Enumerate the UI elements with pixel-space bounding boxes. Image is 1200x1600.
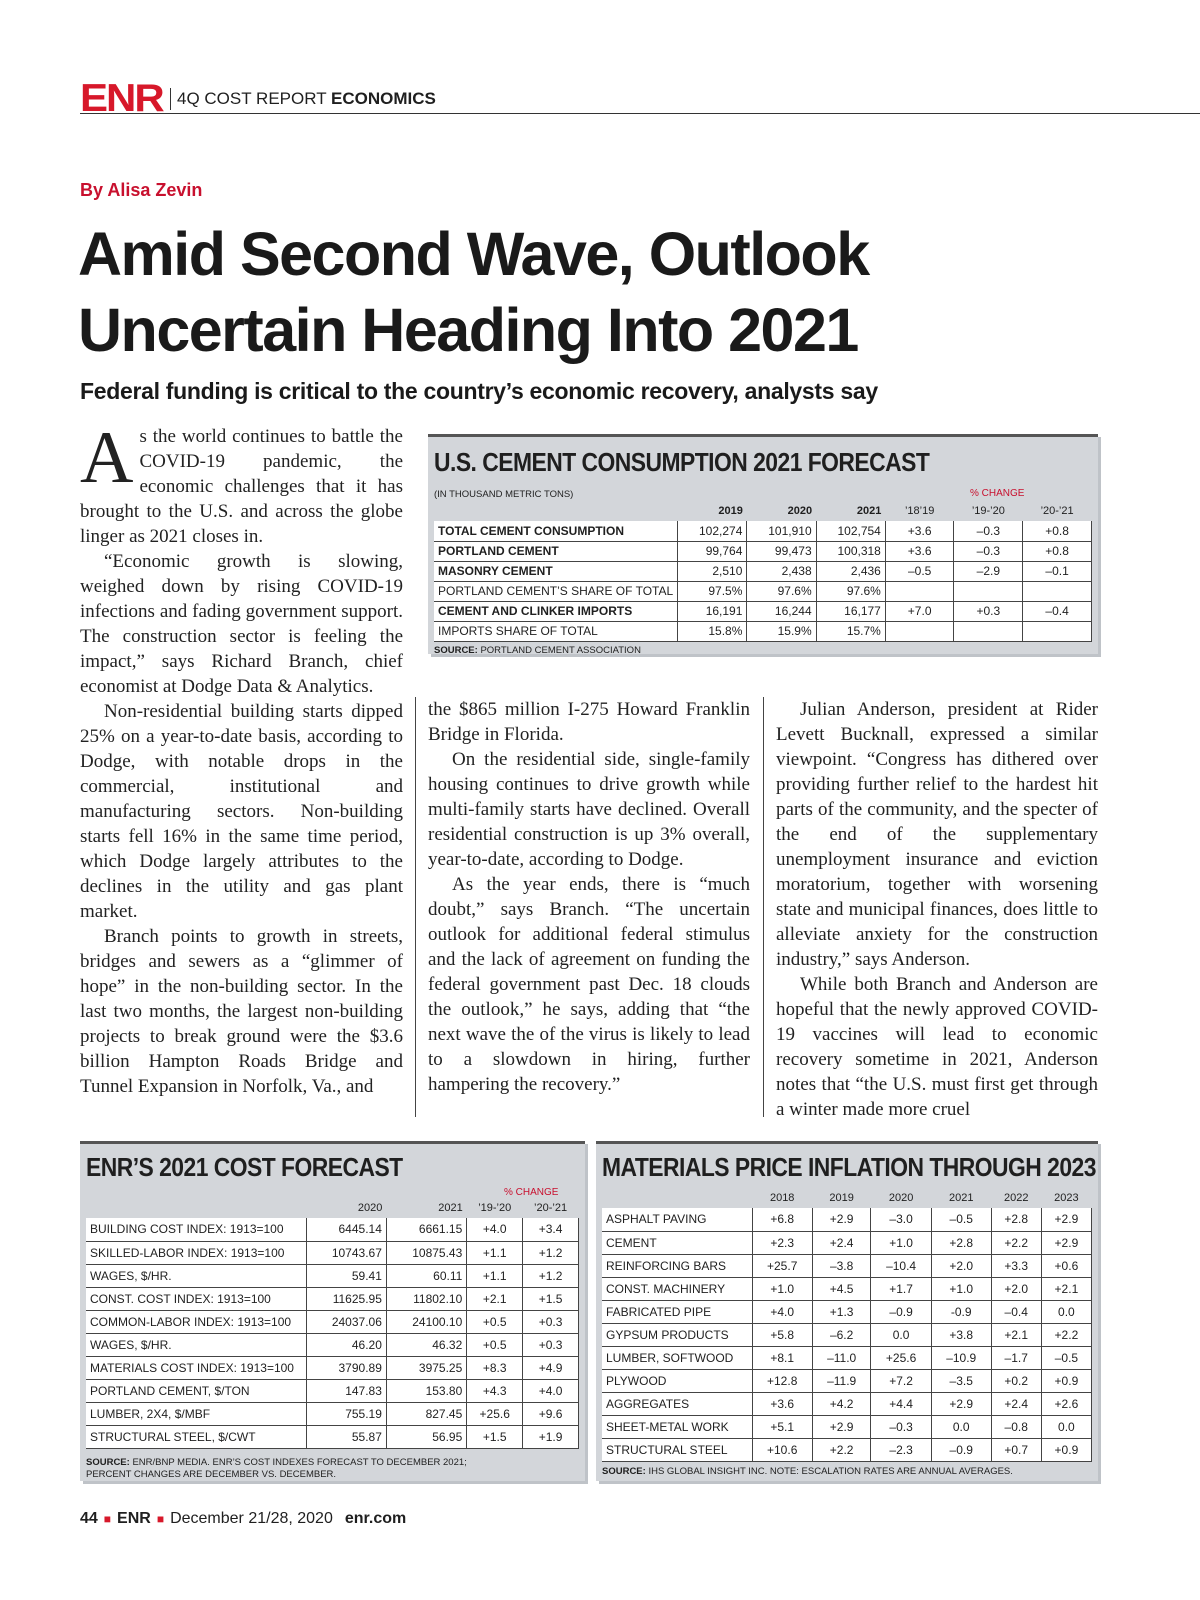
table-cell: +0.5 xyxy=(467,1310,523,1333)
column-header: ’20-’21 xyxy=(1023,501,1092,521)
table-cell: 102,274 xyxy=(678,521,747,541)
table-units: (IN THOUSAND METRIC TONS) xyxy=(434,489,574,500)
table-cell: +5.1 xyxy=(752,1415,812,1438)
table-cell: +1.2 xyxy=(523,1264,579,1287)
table-cell: 55.87 xyxy=(306,1425,386,1448)
table-cell: +4.3 xyxy=(467,1379,523,1402)
table-cell: –0.3 xyxy=(871,1415,931,1438)
header-cell-empty xyxy=(86,1198,306,1218)
paragraph: “Economic growth is slowing, weighed down by rising COVID-19 infections and fading government support. The construction sector is feeling the impact,” says Richard Branch, chief economist at Dodge Data & Analytics. xyxy=(80,551,403,697)
column-rule xyxy=(763,697,764,1117)
row-label: BUILDING COST INDEX: 1913=100 xyxy=(86,1218,306,1241)
table-cell: +1.9 xyxy=(523,1425,579,1448)
row-label: CONST. MACHINERY xyxy=(602,1277,752,1300)
table-cell: +0.8 xyxy=(1023,541,1092,561)
row-label: COMMON-LABOR INDEX: 1913=100 xyxy=(86,1310,306,1333)
column-header: 2019 xyxy=(812,1188,871,1208)
column-header: 2020 xyxy=(747,501,816,521)
table-cell: 0.0 xyxy=(931,1415,991,1438)
table-cell: –0.5 xyxy=(931,1208,991,1231)
table-cell: +2.0 xyxy=(991,1277,1041,1300)
paragraph: the $865 million I-275 Howard Franklin Bridge in Florida. xyxy=(428,699,750,745)
table-title: MATERIALS PRICE INFLATION THROUGH 2023 xyxy=(602,1152,1096,1182)
table-cell: +7.2 xyxy=(871,1369,931,1392)
row-label: LUMBER, SOFTWOOD xyxy=(602,1346,752,1369)
row-label: PORTLAND CEMENT, $/TON xyxy=(86,1379,306,1402)
table-cell: 0.0 xyxy=(1041,1300,1091,1323)
table-cell: –3.8 xyxy=(812,1254,871,1277)
table-cell: +6.8 xyxy=(752,1208,812,1231)
table-cell: 11625.95 xyxy=(306,1287,386,1310)
table-cell: +3.6 xyxy=(752,1392,812,1415)
table-cell: +0.2 xyxy=(991,1369,1041,1392)
table-row xyxy=(602,1208,1092,1231)
separator-square: ■ xyxy=(156,1512,165,1526)
table-cell: 755.19 xyxy=(306,1402,386,1425)
table-cell: +1.0 xyxy=(871,1231,931,1254)
table-row xyxy=(86,1333,579,1356)
section-bold: ECONOMICS xyxy=(331,89,436,108)
table-cell: +0.6 xyxy=(1041,1254,1091,1277)
table-cell: –10.9 xyxy=(931,1346,991,1369)
cost-forecast-table xyxy=(80,1141,585,1481)
byline: By Alisa Zevin xyxy=(80,180,203,200)
table-cell: +4.0 xyxy=(752,1300,812,1323)
table-cell: +3.3 xyxy=(991,1254,1041,1277)
table-cell: +2.1 xyxy=(1041,1277,1091,1300)
column-header: 2020 xyxy=(871,1188,931,1208)
headline-line-2: Uncertain Heading Into 2021 xyxy=(78,296,858,364)
table-row xyxy=(86,1356,579,1379)
table-cell: +4.9 xyxy=(523,1356,579,1379)
page-number: 44 xyxy=(80,1510,98,1527)
table-cell: +12.8 xyxy=(752,1369,812,1392)
table-row xyxy=(86,1425,579,1448)
table-cell: 10743.67 xyxy=(306,1241,386,1264)
table-cell xyxy=(885,581,954,601)
table-cell: 2,438 xyxy=(747,561,816,581)
table-cell: –0.9 xyxy=(871,1300,931,1323)
table-cell: –0.3 xyxy=(954,521,1023,541)
table-cell: +1.1 xyxy=(467,1264,523,1287)
change-label: % CHANGE xyxy=(970,488,1025,499)
section-name: 4Q COST REPORT xyxy=(177,89,327,108)
table-cell: +8.1 xyxy=(752,1346,812,1369)
table-cell xyxy=(1023,581,1092,601)
paragraph-text: s the world continues to battle the COVID-19 pandemic, the economic challenges that it has brought to the U.S. and across the globe linger as 2021 closes in. xyxy=(80,426,403,547)
separator-square: ■ xyxy=(103,1512,112,1526)
row-label: WAGES, $/HR. xyxy=(86,1264,306,1287)
table-cell: 2,436 xyxy=(816,561,885,581)
row-label: TOTAL CEMENT CONSUMPTION xyxy=(434,521,678,541)
table-row xyxy=(434,601,1092,621)
table-cell: 10875.43 xyxy=(386,1241,466,1264)
table-cell: +1.7 xyxy=(871,1277,931,1300)
table-cell: 147.83 xyxy=(306,1379,386,1402)
table-cell: –3.0 xyxy=(871,1208,931,1231)
column-header: ’20-’21 xyxy=(523,1198,579,1218)
table-cell: +3.4 xyxy=(523,1218,579,1241)
table-cell: 46.32 xyxy=(386,1333,466,1356)
row-label: SKILLED-LABOR INDEX: 1913=100 xyxy=(86,1241,306,1264)
row-label: PLYWOOD xyxy=(602,1369,752,1392)
table-row xyxy=(602,1392,1092,1415)
dropcap: A xyxy=(80,417,134,499)
table-cell: +2.6 xyxy=(1041,1392,1091,1415)
row-label: MASONRY CEMENT xyxy=(434,561,678,581)
table-cell: +3.6 xyxy=(885,541,954,561)
table-source xyxy=(86,1457,579,1481)
table-cell: –0.1 xyxy=(1023,561,1092,581)
table-cell: 99,473 xyxy=(747,541,816,561)
source-label: SOURCE: xyxy=(602,1465,646,1477)
header-cell-empty xyxy=(434,501,678,521)
table-cell: +4.2 xyxy=(812,1392,871,1415)
row-label: FABRICATED PIPE xyxy=(602,1300,752,1323)
table-cell: +0.3 xyxy=(523,1310,579,1333)
table-cell: 0.0 xyxy=(871,1323,931,1346)
column-header: 2021 xyxy=(386,1198,466,1218)
table-cell: +3.6 xyxy=(885,521,954,541)
row-label: IMPORTS SHARE OF TOTAL xyxy=(434,621,678,641)
table-cell: 97.6% xyxy=(747,581,816,601)
table-cell: 24037.06 xyxy=(306,1310,386,1333)
table-cell: 11802.10 xyxy=(386,1287,466,1310)
table-cell: +10.6 xyxy=(752,1438,812,1461)
table-cell: –0.5 xyxy=(885,561,954,581)
table-cell: 16,191 xyxy=(678,601,747,621)
table-cell: 15.9% xyxy=(747,621,816,641)
table-cell: –6.2 xyxy=(812,1323,871,1346)
table-source xyxy=(434,645,1092,657)
table-cell: +0.5 xyxy=(467,1333,523,1356)
table-cell: –0.5 xyxy=(1041,1346,1091,1369)
table-cell: +2.8 xyxy=(991,1208,1041,1231)
table-cell: –11.0 xyxy=(812,1346,871,1369)
table-row xyxy=(434,521,1092,541)
table-row xyxy=(86,1310,579,1333)
table-cell: –0.9 xyxy=(931,1438,991,1461)
paragraph: Julian Anderson, president at Rider Levett Bucknall, expressed a similar viewpoint. “Congress has dithered over providing further relief to the hardest hit parts of the community, and the specter of the end of the supplementary unemployment insurance and eviction moratorium, together with worsening state and municipal finances, does little to alleviate anxiety for the construction industry,” says Anderson. xyxy=(776,699,1098,970)
website: enr.com xyxy=(344,1510,407,1527)
table-cell: 46.20 xyxy=(306,1333,386,1356)
table-cell: 24100.10 xyxy=(386,1310,466,1333)
table-cell: +2.3 xyxy=(752,1231,812,1254)
source-text: IHS GLOBAL INSIGHT INC. NOTE: ESCALATION RATES ARE ANNUAL AVERAGES. xyxy=(648,1465,1013,1477)
headline-line-1: Amid Second Wave, Outlook xyxy=(78,220,869,288)
row-label: CONST. COST INDEX: 1913=100 xyxy=(86,1287,306,1310)
table-row xyxy=(86,1379,579,1402)
table-cell xyxy=(954,621,1023,641)
row-label: SHEET-METAL WORK xyxy=(602,1415,752,1438)
column-header: 2020 xyxy=(306,1198,386,1218)
table-cell: 15.8% xyxy=(678,621,747,641)
table-cell: –0.8 xyxy=(991,1415,1041,1438)
table-cell: 153.80 xyxy=(386,1379,466,1402)
deck: Federal funding is critical to the country’s economic recovery, analysts say xyxy=(80,378,878,404)
column-header: 2018 xyxy=(752,1188,812,1208)
table-cell: 16,177 xyxy=(816,601,885,621)
table-row xyxy=(602,1415,1092,1438)
row-label: WAGES, $/HR. xyxy=(86,1333,306,1356)
table-row xyxy=(86,1218,579,1241)
table-cell: +1.3 xyxy=(812,1300,871,1323)
row-label: ASPHALT PAVING xyxy=(602,1208,752,1231)
paragraph xyxy=(80,417,403,549)
paragraph: As the year ends, there is “much doubt,” says Branch. “The uncertain outlook for additional federal stimulus and the lack of agreement on funding the federal government past Dec. 18 clouds the outlook,” he says, adding that “the next wave the of the virus is likely to lead to a slowdown in hiring, further hampering the recovery.” xyxy=(428,874,750,1095)
cement-forecast-table xyxy=(428,434,1098,654)
table-cell: +8.3 xyxy=(467,1356,523,1379)
column-rule xyxy=(415,697,416,1117)
column-header: 2021 xyxy=(931,1188,991,1208)
paragraph: Non-residential building starts dipped 25% on a year-to-date basis, according to Dodge, with notable drops in the commercial, institutional and manufacturing sectors. Non-building starts fell 16% in the same time period, which Dodge largely attributes to the declines in the utility and gas plant market. xyxy=(80,701,403,922)
table-cell: +2.9 xyxy=(931,1392,991,1415)
column-header: ’19-’20 xyxy=(954,501,1023,521)
table-cell: +2.2 xyxy=(812,1438,871,1461)
table-cell xyxy=(1023,621,1092,641)
row-label: AGGREGATES xyxy=(602,1392,752,1415)
row-label: REINFORCING BARS xyxy=(602,1254,752,1277)
row-label: STRUCTURAL STEEL xyxy=(602,1438,752,1461)
table-cell: 3975.25 xyxy=(386,1356,466,1379)
table-cell: +1.0 xyxy=(931,1277,991,1300)
table-cell: 97.5% xyxy=(678,581,747,601)
change-label: % CHANGE xyxy=(504,1187,559,1198)
paragraph: While both Branch and Anderson are hopeful that the newly approved COVID-19 vaccines will lead to economic recovery sometime in 2021, Anderson notes that “the U.S. must first get through a winter made more cruel xyxy=(776,974,1098,1120)
paragraph: On the residential side, single-family housing continues to drive growth while multi-family starts have declined. Overall residential construction is up 3% overall, year-to-date, according to Dodge. xyxy=(428,749,750,870)
table-row xyxy=(602,1231,1092,1254)
column-header: 2023 xyxy=(1041,1188,1091,1208)
source-label: SOURCE: xyxy=(86,1456,130,1468)
table-cell: +2.1 xyxy=(991,1323,1041,1346)
table-cell: 15.7% xyxy=(816,621,885,641)
table-row xyxy=(602,1300,1092,1323)
table-row xyxy=(602,1369,1092,1392)
row-label: PORTLAND CEMENT’S SHARE OF TOTAL xyxy=(434,581,678,601)
table-title: ENR’S 2021 COST FORECAST xyxy=(86,1152,403,1182)
row-label: CEMENT AND CLINKER IMPORTS xyxy=(434,601,678,621)
page-header xyxy=(80,76,1200,120)
table-cell: +2.0 xyxy=(931,1254,991,1277)
column-header: 2022 xyxy=(991,1188,1041,1208)
column-header: ’18’19 xyxy=(885,501,954,521)
table-cell: +1.2 xyxy=(523,1241,579,1264)
table-cell: +4.0 xyxy=(467,1218,523,1241)
table-cell: +2.9 xyxy=(1041,1231,1091,1254)
table-cell: +0.3 xyxy=(954,601,1023,621)
article-column-1 xyxy=(80,417,403,1099)
table-cell: –11.9 xyxy=(812,1369,871,1392)
row-label: PORTLAND CEMENT xyxy=(434,541,678,561)
table-cell: +1.1 xyxy=(467,1241,523,1264)
table-cell: +7.0 xyxy=(885,601,954,621)
publication: ENR xyxy=(117,1510,151,1527)
source-label: SOURCE: xyxy=(434,644,478,656)
table-row xyxy=(86,1241,579,1264)
table-cell: 100,318 xyxy=(816,541,885,561)
row-label: MATERIALS COST INDEX: 1913=100 xyxy=(86,1356,306,1379)
table-cell: –0.4 xyxy=(991,1300,1041,1323)
table-cell: +4.0 xyxy=(523,1379,579,1402)
table-cell: 99,764 xyxy=(678,541,747,561)
materials-data-table xyxy=(602,1188,1092,1462)
table-row xyxy=(602,1346,1092,1369)
column-header: 2019 xyxy=(678,501,747,521)
table-cell: +2.4 xyxy=(812,1231,871,1254)
headline xyxy=(78,216,869,368)
table-cell: +4.5 xyxy=(812,1277,871,1300)
table-cell: +2.2 xyxy=(991,1231,1041,1254)
row-label: STRUCTURAL STEEL, $/CWT xyxy=(86,1425,306,1448)
table-cell: -0.9 xyxy=(931,1300,991,1323)
table-row xyxy=(434,561,1092,581)
table-row xyxy=(434,541,1092,561)
row-label: CEMENT xyxy=(602,1231,752,1254)
table-cell: 827.45 xyxy=(386,1402,466,1425)
table-cell: +2.9 xyxy=(1041,1208,1091,1231)
table-cell: +2.2 xyxy=(1041,1323,1091,1346)
table-cell: +0.7 xyxy=(991,1438,1041,1461)
table-cell: 0.0 xyxy=(1041,1415,1091,1438)
table-cell: –1.7 xyxy=(991,1346,1041,1369)
table-row xyxy=(434,581,1092,601)
table-cell: –10.4 xyxy=(871,1254,931,1277)
table-cell: –2.3 xyxy=(871,1438,931,1461)
table-cell: 101,910 xyxy=(747,521,816,541)
table-cell: +1.5 xyxy=(467,1425,523,1448)
table-row xyxy=(602,1254,1092,1277)
issue-date: December 21/28, 2020 xyxy=(170,1510,333,1527)
table-cell: +25.7 xyxy=(752,1254,812,1277)
table-title: U.S. CEMENT CONSUMPTION 2021 FORECAST xyxy=(434,447,930,477)
table-cell: 16,244 xyxy=(747,601,816,621)
table-cell: –3.5 xyxy=(931,1369,991,1392)
table-cell: +0.8 xyxy=(1023,521,1092,541)
source-text: ENR/BNP MEDIA. ENR’S COST INDEXES FORECAST TO DECEMBER 2021; xyxy=(132,1456,467,1468)
table-cell xyxy=(954,581,1023,601)
table-cell: +5.8 xyxy=(752,1323,812,1346)
table-cell: +2.9 xyxy=(812,1208,871,1231)
table-cell: –2.9 xyxy=(954,561,1023,581)
table-row xyxy=(602,1323,1092,1346)
enr-logo: ENR xyxy=(80,76,163,120)
table-cell: 102,754 xyxy=(816,521,885,541)
table-cell: +2.9 xyxy=(812,1415,871,1438)
table-cell: 2,510 xyxy=(678,561,747,581)
table-cell: +0.9 xyxy=(1041,1438,1091,1461)
table-cell: 6445.14 xyxy=(306,1218,386,1241)
table-cell: 3790.89 xyxy=(306,1356,386,1379)
row-label: LUMBER, 2X4, $/MBF xyxy=(86,1402,306,1425)
header-cell-empty xyxy=(602,1188,752,1208)
source-text: PORTLAND CEMENT ASSOCIATION xyxy=(480,644,641,656)
table-source xyxy=(602,1466,1092,1478)
table-cell: +1.0 xyxy=(752,1277,812,1300)
table-row xyxy=(86,1287,579,1310)
column-header: 2021 xyxy=(816,501,885,521)
table-cell: –0.3 xyxy=(954,541,1023,561)
table-cell: –0.4 xyxy=(1023,601,1092,621)
table-cell: +2.8 xyxy=(931,1231,991,1254)
table-cell: +0.9 xyxy=(1041,1369,1091,1392)
table-cell: +2.4 xyxy=(991,1392,1041,1415)
table-cell: +4.4 xyxy=(871,1392,931,1415)
paragraph: Branch points to growth in streets, bridges and sewers as a “glimmer of hope” in the non-building sector. In the last two months, the largest non-building projects to break ground were the $3.6 billion Hampton Roads Bridge and Tunnel Expansion in Norfolk, Va., and xyxy=(80,926,403,1097)
page-footer xyxy=(80,1510,406,1528)
materials-inflation-table xyxy=(596,1141,1098,1481)
row-label: GYPSUM PRODUCTS xyxy=(602,1323,752,1346)
article-column-3 xyxy=(776,697,1098,1122)
column-header: ’19-’20 xyxy=(467,1198,523,1218)
forecast-data-table xyxy=(86,1198,579,1449)
table-row xyxy=(434,621,1092,641)
source-text: PERCENT CHANGES ARE DECEMBER VS. DECEMBER. xyxy=(86,1468,337,1480)
table-cell: 59.41 xyxy=(306,1264,386,1287)
table-cell: 6661.15 xyxy=(386,1218,466,1241)
table-cell: +25.6 xyxy=(871,1346,931,1369)
table-row xyxy=(602,1277,1092,1300)
cement-data-table xyxy=(434,501,1092,642)
table-row xyxy=(86,1402,579,1425)
table-cell: +1.5 xyxy=(523,1287,579,1310)
table-row xyxy=(602,1438,1092,1461)
table-cell: 56.95 xyxy=(386,1425,466,1448)
table-row xyxy=(86,1264,579,1287)
table-cell: +0.3 xyxy=(523,1333,579,1356)
table-cell: 60.11 xyxy=(386,1264,466,1287)
table-cell: +25.6 xyxy=(467,1402,523,1425)
article-column-2 xyxy=(428,697,750,1097)
table-cell: +3.8 xyxy=(931,1323,991,1346)
section-label xyxy=(170,88,436,110)
table-cell: 97.6% xyxy=(816,581,885,601)
table-cell xyxy=(885,621,954,641)
table-cell: +9.6 xyxy=(523,1402,579,1425)
table-cell: +2.1 xyxy=(467,1287,523,1310)
